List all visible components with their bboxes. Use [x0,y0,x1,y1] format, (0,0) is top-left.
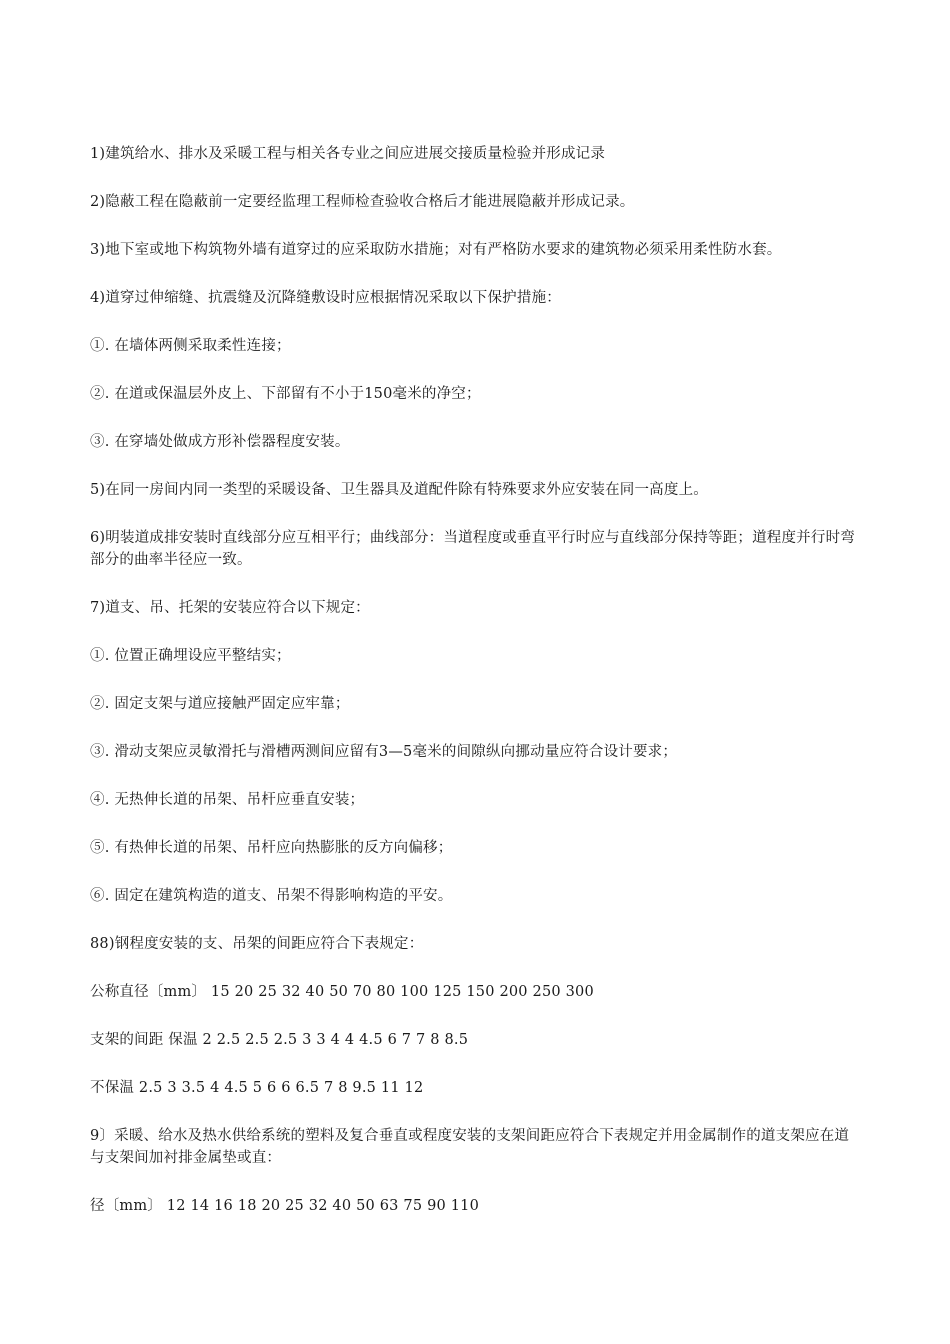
document-body [90,143,860,1243]
paragraph-9: 9〕采暖、给水及热水供给系统的塑料及复合垂直或程度安装的支架间距应符合下表规定并用金属制作的道支架应在道与支架间加衬排金属垫或直： [90,1128,850,1166]
paragraph-8: 88)钢程度安装的支、吊架的间距应符合下表规定： [90,936,424,952]
table-row-insulated: 支架的间距 保温 2 2.5 2.5 2.5 3 3 4 4 4.5 6 7 7 8 8.5 [90,1032,469,1048]
paragraph-4: 4)道穿过伸缩缝、抗震缝及沉降缝敷设时应根据情况采取以下保护措施： [90,290,561,306]
list-item-7-2: ②. 固定支架与道应接触严固定应牢靠； [90,696,350,712]
list-item-7-5: ⑤. 有热伸长道的吊架、吊杆应向热膨胀的反方向偏移； [90,840,453,856]
paragraph-3: 3)地下室或地下构筑物外墙有道穿过的应采取防水措施；对有严格防水要求的建筑物必须采用柔性防水套。 [90,242,782,258]
paragraph-1: 1)建筑给水、排水及采暖工程与相关各专业之间应进展交接质量检验并形成记录 [90,146,606,162]
list-item-7-6: ⑥. 固定在建筑构造的道支、吊架不得影响构造的平安。 [90,888,453,904]
table-row-plastic-diameter: 径〔mm〕 12 14 16 18 20 25 32 40 50 63 75 90 110 [90,1198,480,1214]
paragraph-7: 7)道支、吊、托架的安装应符合以下规定： [90,600,370,616]
list-item-7-3: ③. 滑动支架应灵敏滑托与滑槽两测间应留有3—5毫米的间隙纵向挪动量应符合设计要求； [90,744,678,760]
list-item-7-4: ④. 无热伸长道的吊架、吊杆应垂直安装； [90,792,365,808]
table-row-uninsulated: 不保温 2.5 3 3.5 4 4.5 5 6 6 6.5 7 8 9.5 11 12 [90,1080,424,1096]
table-row-diameter: 公称直径〔mm〕 15 20 25 32 40 50 70 80 100 125 150 200 250 300 [90,984,594,1000]
paragraph-5: 5)在同一房间内同一类型的采暖设备、卫生器具及道配件除有特殊要求外应安装在同一高度上。 [90,482,708,498]
list-item-4-1: ①. 在墙体两侧采取柔性连接； [90,338,291,354]
paragraph-2: 2)隐蔽工程在隐蔽前一定要经监理工程师检查验收合格后才能进展隐蔽并形成记录。 [90,194,635,210]
list-item-7-1: ①. 位置正确埋设应平整结实； [90,648,291,664]
list-item-4-3: ③. 在穿墙处做成方形补偿器程度安装。 [90,434,350,450]
list-item-4-2: ②. 在道或保温层外皮上、下部留有不小于150毫米的净空； [90,386,481,402]
paragraph-6: 6)明装道成排安装时直线部分应互相平行；曲线部分：当道程度或垂直平行时应与直线部分保持等距；道程度并行时弯部分的曲率半径应一致。 [90,530,855,568]
